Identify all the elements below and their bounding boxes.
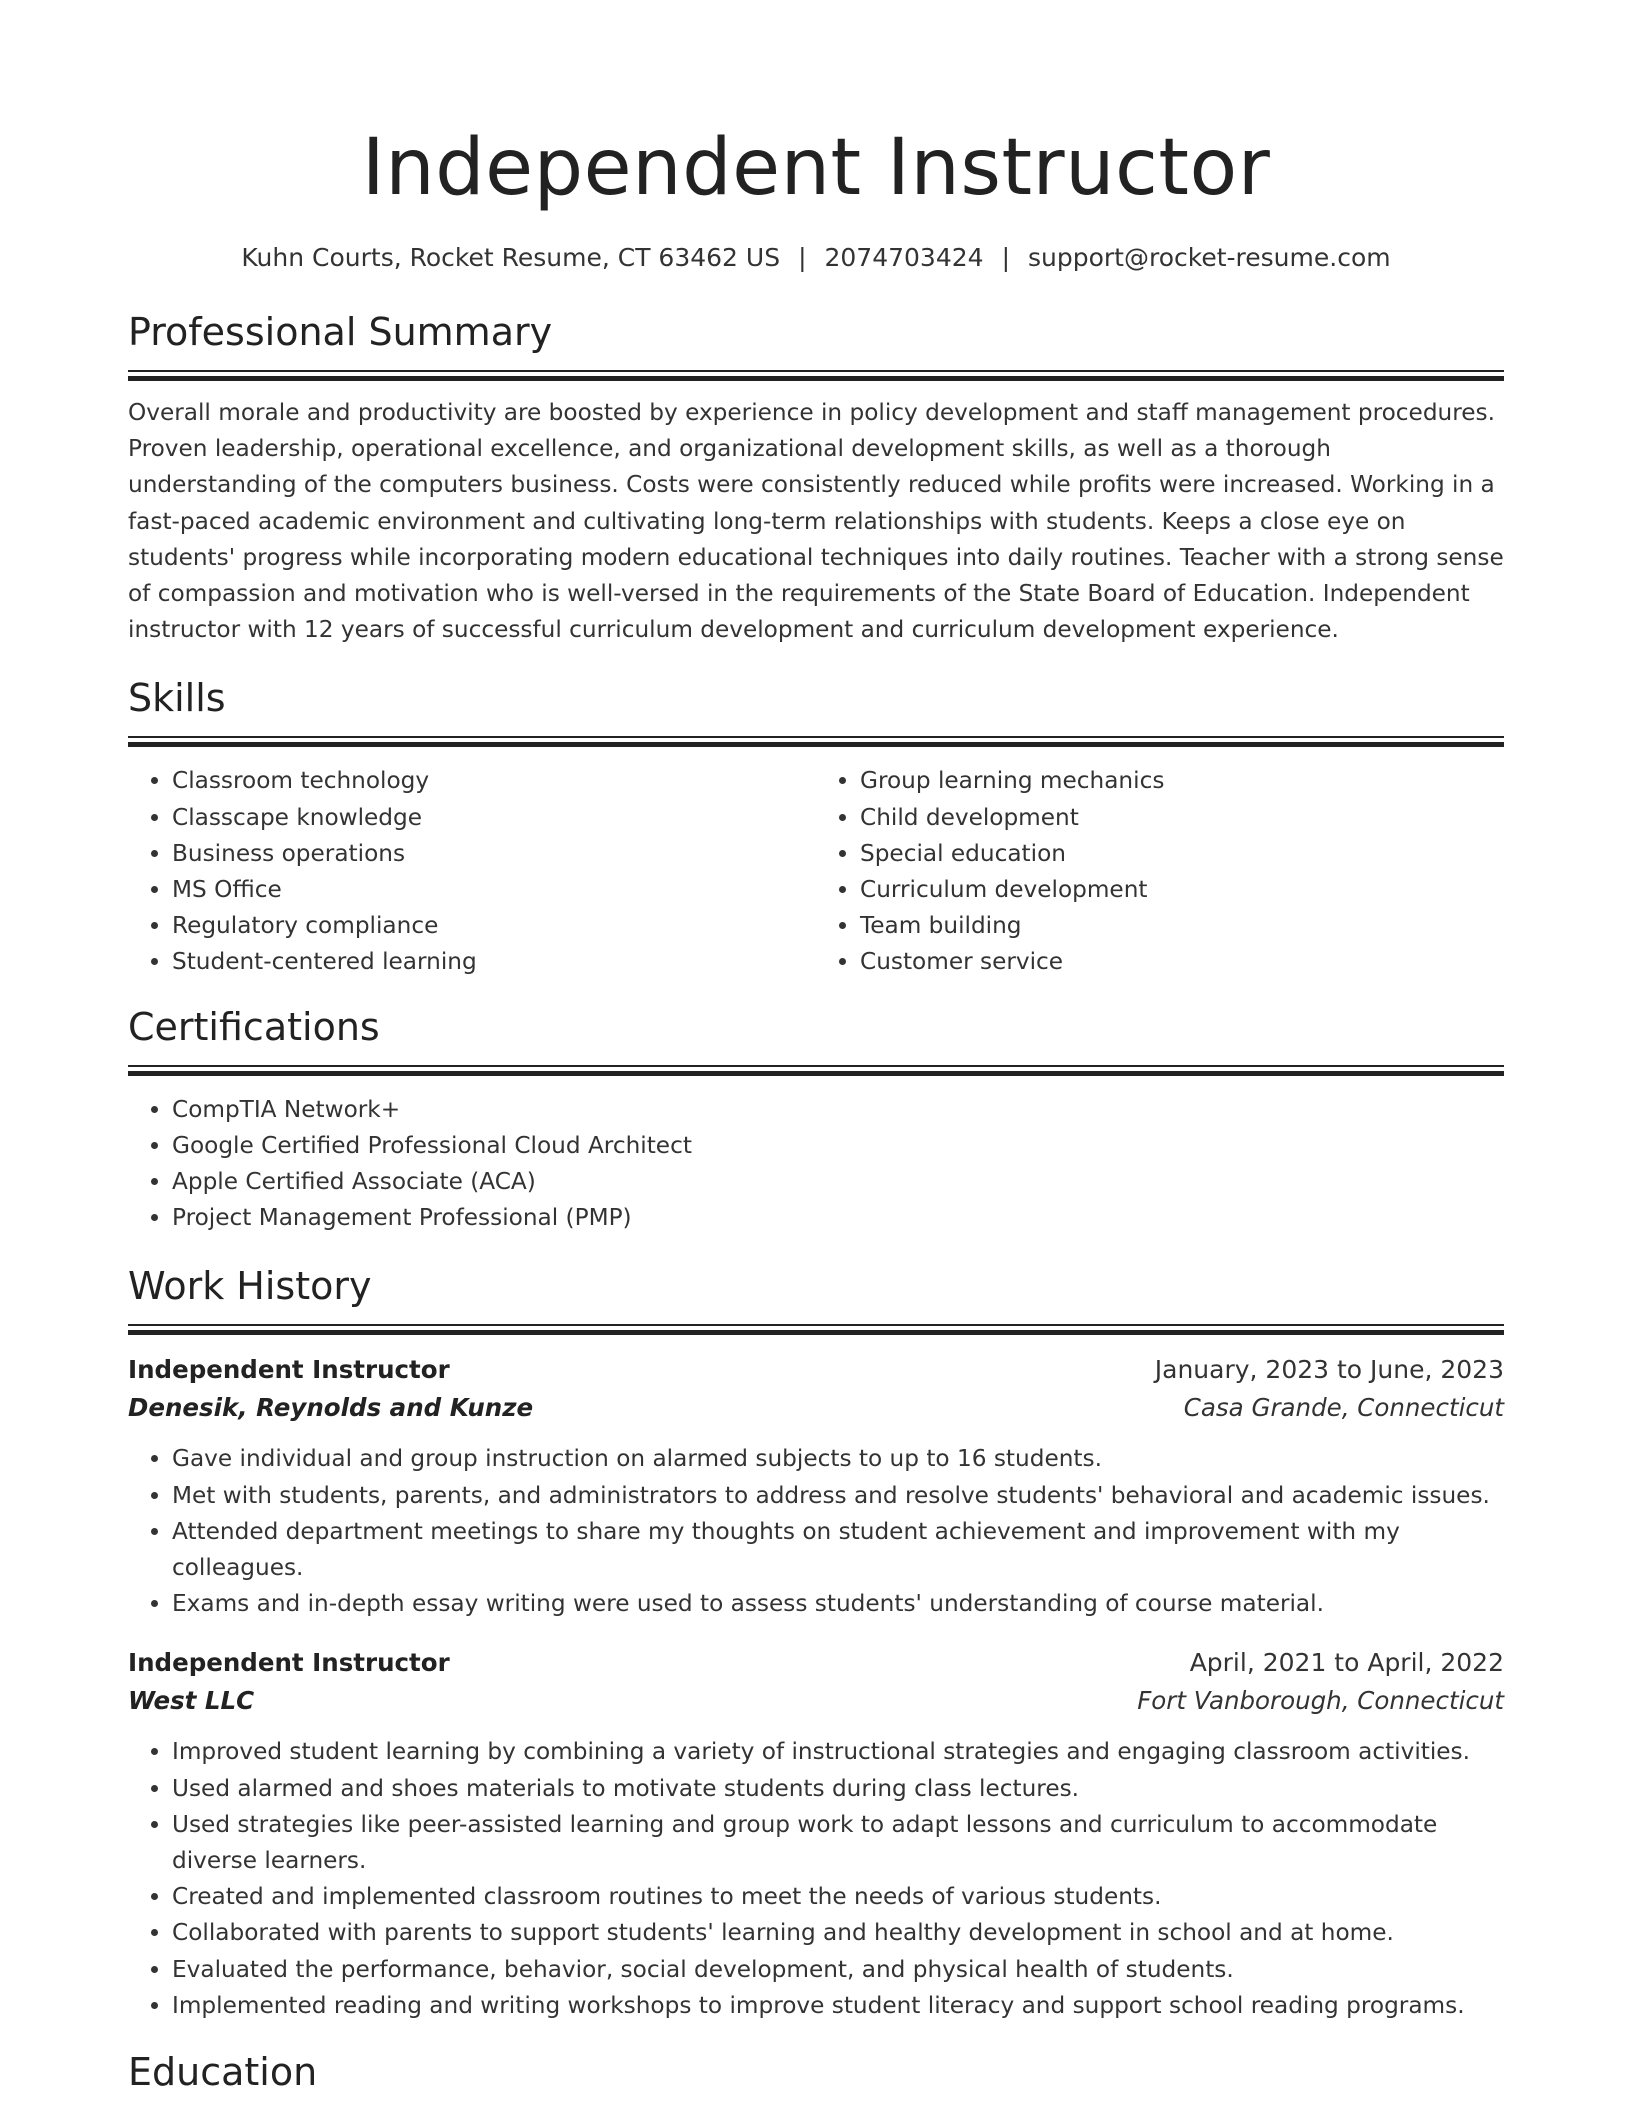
section-heading-work-history: Work History [128, 1264, 372, 1309]
resume-title: Independent Instructor [361, 123, 1271, 213]
education-section [128, 2048, 1504, 2096]
job-duty: • Created and implemented classroom routines to meet the needs of various students. [172, 1879, 1504, 1915]
job-location: Casa Grande, Connecticut [1183, 1393, 1504, 1423]
contact-separator: | [798, 243, 807, 272]
job-dates: April, 2021 to April, 2022 [1189, 1648, 1504, 1678]
job-entry [128, 1351, 1504, 1622]
section-divider [128, 370, 1504, 381]
skills-section [128, 674, 1504, 980]
skill-item: • MS Office [172, 872, 816, 908]
job-header [128, 1644, 1504, 1682]
job-duty: • Implemented reading and writing workshops to improve student literacy and support school reading programs. [172, 1988, 1504, 2024]
job-subheader [128, 1682, 1504, 1720]
section-divider [128, 1065, 1504, 1076]
contact-line [128, 240, 1504, 276]
skills-list-right [816, 763, 1504, 980]
skill-item: • Child development [860, 800, 1504, 836]
skill-item: • Regulatory compliance [172, 908, 816, 944]
certifications-section [128, 1003, 1504, 1237]
job-duty: • Used alarmed and shoes materials to motivate students during class lectures. [172, 1771, 1504, 1807]
certification-item: • CompTIA Network+ [172, 1092, 1504, 1128]
job-duty: • Improved student learning by combining a variety of instructional strategies and engaging classroom activities. [172, 1734, 1504, 1770]
skill-item: • Customer service [860, 944, 1504, 980]
section-heading-summary: Professional Summary [128, 310, 553, 354]
job-company: West LLC [128, 1686, 255, 1716]
skill-item: • Business operations [172, 836, 816, 872]
job-title: Independent Instructor [128, 1355, 450, 1385]
skill-item: • Student-centered learning [172, 944, 816, 980]
certification-item: • Google Certified Professional Cloud Architect [172, 1128, 1504, 1164]
section-heading-education: Education [128, 2050, 318, 2095]
job-entry [128, 1644, 1504, 2024]
skills-list-left [128, 763, 816, 980]
job-duty: • Used strategies like peer-assisted learning and group work to adapt lessons and curriculum to accommodate diverse learners. [172, 1807, 1504, 1879]
skill-item: • Special education [860, 836, 1504, 872]
job-dates: January, 2023 to June, 2023 [1154, 1355, 1504, 1385]
contact-email[interactable]: support@rocket-resume.com [1028, 243, 1391, 272]
certification-item: • Project Management Professional (PMP) [172, 1200, 1504, 1236]
section-heading-skills: Skills [128, 676, 226, 721]
contact-phone: 2074703424 [824, 243, 984, 272]
job-duty: • Exams and in-depth essay writing were used to assess students' understanding of course material. [172, 1586, 1504, 1622]
job-duty: • Attended department meetings to share my thoughts on student achievement and improvement with my colleagues. [172, 1514, 1504, 1586]
summary-section [128, 308, 1504, 648]
job-duties-list [128, 1734, 1504, 2024]
job-company: Denesik, Reynolds and Kunze [128, 1393, 534, 1423]
job-duty: • Evaluated the performance, behavior, social development, and physical health of students. [172, 1952, 1504, 1988]
skill-item: • Curriculum development [860, 872, 1504, 908]
job-title: Independent Instructor [128, 1648, 450, 1678]
job-duties-list [128, 1441, 1504, 1622]
certification-item: • Apple Certified Associate (ACA) [172, 1164, 1504, 1200]
certifications-list [128, 1092, 1504, 1237]
job-header [128, 1351, 1504, 1389]
section-heading-certifications: Certifications [128, 1004, 380, 1049]
contact-address: Kuhn Courts, Rocket Resume, CT 63462 US [241, 243, 781, 272]
skill-item: • Classcape knowledge [172, 800, 816, 836]
job-location: Fort Vanborough, Connecticut [1137, 1686, 1504, 1716]
section-divider [128, 1324, 1504, 1335]
contact-separator: | [1001, 243, 1010, 272]
job-duty: • Met with students, parents, and administrators to address and resolve students' behavioral and academic issues. [172, 1478, 1504, 1514]
skill-item: • Classroom technology [172, 763, 816, 799]
skill-item: • Group learning mechanics [860, 763, 1504, 799]
skills-grid [128, 763, 1504, 980]
work-history-section [128, 1262, 1504, 2024]
skill-item: • Team building [860, 908, 1504, 944]
summary-text: Overall morale and productivity are boosted by experience in policy development and staff management procedures. Proven leadership, operational excellence, and organizational development skills, as well as a thorough understanding of the computers business. Costs were consistently reduced while profits were increased. Working in a fast-paced academic environment and cultivating long-term relationships with students. Keeps a close eye on students' progress while incorporating modern educational techniques into daily routines. Teacher with a strong sense of compassion and motivation who is well-versed in the requirements of the State Board of Education. Independent instructor with 12 years of successful curriculum development and curriculum development experience. [128, 399, 1504, 644]
job-duty: • Gave individual and group instruction on alarmed subjects to up to 16 students. [172, 1441, 1504, 1477]
job-duty: • Collaborated with parents to support students' learning and healthy development in school and at home. [172, 1915, 1504, 1951]
section-divider [128, 736, 1504, 747]
job-subheader [128, 1389, 1504, 1427]
